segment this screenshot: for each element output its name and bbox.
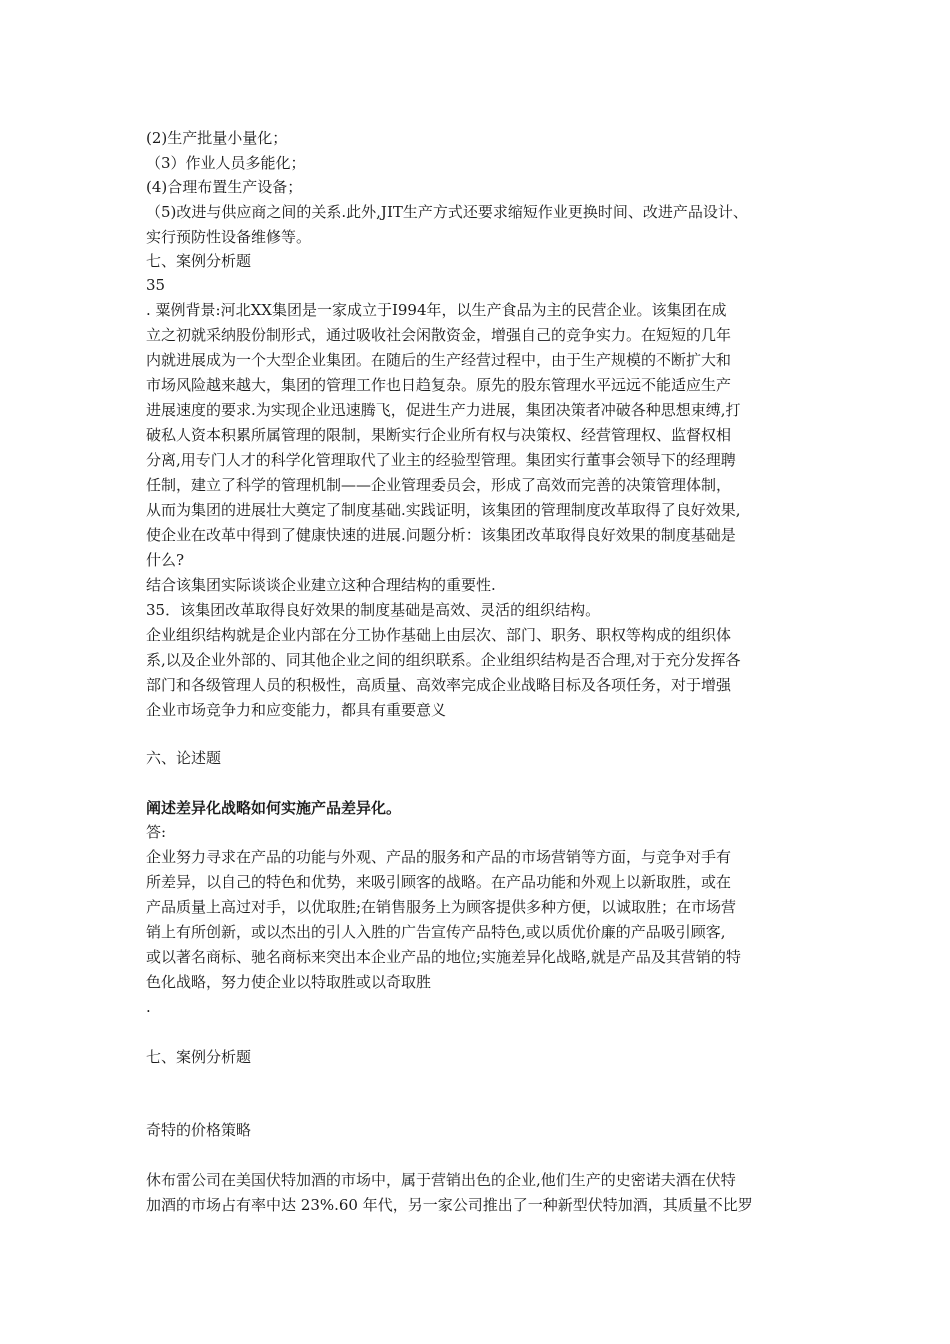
paragraph-line: 市场风险越来越大，集团的管理工作也日趋复杂。原先的股东管理水平远远不能适应生产 [146, 376, 732, 394]
paragraph-line: . [146, 998, 151, 1016]
paragraph-line: 产品质量上高过对手，以优取胜;在销售服务上为顾客提供多种方便，以诚取胜；在市场营 [146, 898, 737, 916]
question-number: 35 [146, 276, 166, 294]
paragraph-line: 系,以及企业外部的、同其他企业之间的组织联系。企业组织结构是否合理,对于充分发挥各 [146, 651, 741, 669]
section-heading: 七、案例分析题 [146, 252, 252, 270]
paragraph-line: 销上有所创新，或以杰出的引人入胜的广告宣传产品特色,或以质优价廉的产品吸引顾客, [146, 923, 726, 941]
paragraph-line: 加酒的市场占有率中达 23%.60 年代，另一家公司推出了一种新型伏特加酒，其质量不比罗 [146, 1196, 753, 1214]
paragraph-line: 所差异，以自己的特色和优势，来吸引顾客的战略。在产品功能和外观上以新取胜，或在 [146, 873, 732, 891]
section-heading: 七、案例分析题 [146, 1048, 252, 1066]
question-title: 阐述差异化战略如何实施产品差异化。 [146, 799, 402, 817]
paragraph-line: 结合该集团实际谈谈企业建立这种合理结构的重要性. [146, 576, 496, 594]
paragraph-line: 立之初就采纳股份制形式，通过吸收社会闲散资金，增强自己的竞争实力。在短短的几年 [146, 326, 732, 344]
paragraph-line: 什么? [146, 551, 185, 569]
paragraph-line: 部门和各级管理人员的积极性，高质量、高效率完成企业战略目标及各项任务，对于增强 [146, 676, 732, 694]
paragraph-line: 使企业在改革中得到了健康快速的进展.问题分析：该集团改革取得良好效果的制度基础是 [146, 526, 736, 544]
list-item: (2)生产批量小量化； [146, 129, 288, 147]
paragraph-line: 色化战略，努力使企业以特取胜或以奇取胜 [146, 973, 432, 991]
answer-line: 35．该集团改革取得良好效果的制度基础是高效、灵活的组织结构。 [146, 601, 601, 619]
paragraph-line: 任制，建立了科学的管理机制——企业管理委员会，形成了高效而完善的决策管理体制， [146, 476, 732, 494]
paragraph-line: 企业市场竞争力和应变能力，都具有重要意义 [146, 701, 447, 719]
list-item: (4)合理布置生产设备； [146, 178, 303, 196]
paragraph-line: 进展速度的要求.为实现企业迅速腾飞，促进生产力进展，集团决策者冲破各种思想束缚,打 [146, 401, 741, 419]
paragraph-line: 休布雷公司在美国伏特加酒的市场中，属于营销出色的企业,他们生产的史密诺夫酒在伏特 [146, 1171, 736, 1189]
section-heading: 六、论述题 [146, 749, 222, 767]
case-title: 奇特的价格策略 [146, 1121, 252, 1139]
list-item: （5)改进与供应商之间的关系.此外,JIT生产方式还要求缩短作业更换时间、改进产品设计、 [146, 203, 748, 221]
list-item: （3）作业人员多能化； [146, 154, 306, 172]
paragraph-line: 破私人资本积累所属管理的限制，果断实行企业所有权与决策权、经营管理权、监督权相 [146, 426, 732, 444]
answer-label: 答: [146, 823, 167, 841]
paragraph-line: 分离,用专门人才的科学化管理取代了业主的经验型管理。集团实行董事会领导下的经理聘 [146, 451, 736, 469]
paragraph-line: 从而为集团的进展壮大奠定了制度基础.实践证明，该集团的管理制度改革取得了良好效果, [146, 501, 741, 519]
paragraph-line: 实行预防性设备维修等。 [146, 228, 312, 246]
paragraph-line: 内就进展成为一个大型企业集团。在随后的生产经营过程中，由于生产规模的不断扩大和 [146, 351, 732, 369]
paragraph-line: 企业组织结构就是企业内部在分工协作基础上由层次、部门、职务、职权等构成的组织体 [146, 626, 732, 644]
paragraph-line: . 粟例背景:河北XX集团是一家成立于I994年，以生产食品为主的民营企业。该集团在成 [146, 301, 727, 319]
paragraph-line: 或以著名商标、驰名商标来突出本企业产品的地位;实施差异化战略,就是产品及其营销的特 [146, 948, 741, 966]
paragraph-line: 企业努力寻求在产品的功能与外观、产品的服务和产品的市场营销等方面，与竞争对手有 [146, 848, 732, 866]
